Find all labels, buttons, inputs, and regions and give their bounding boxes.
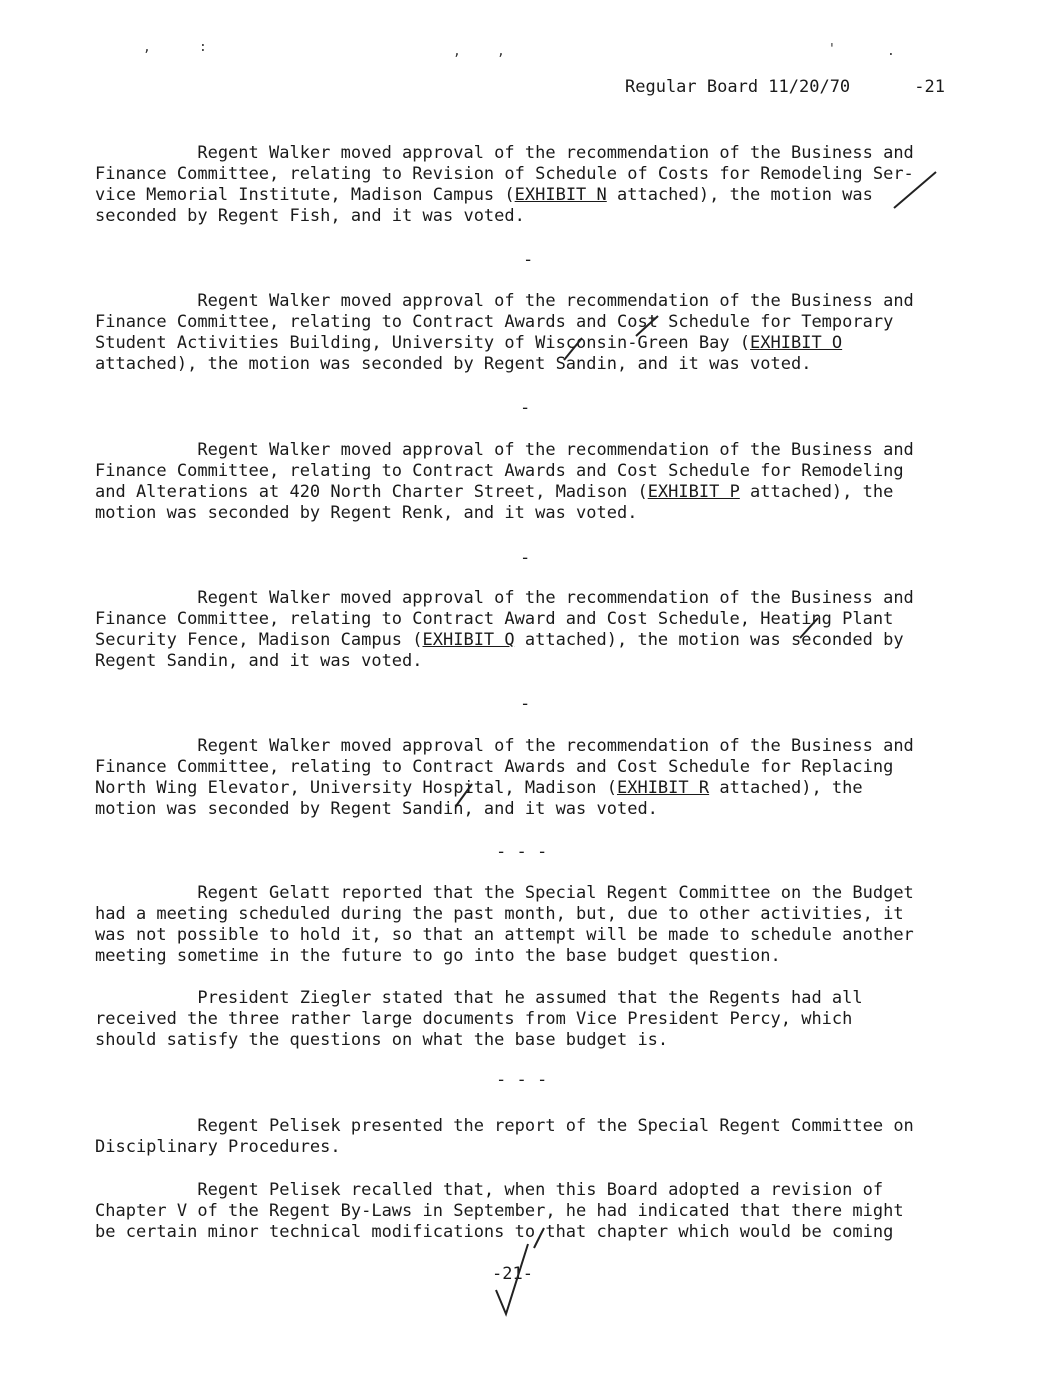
text-line: Regent Walker moved approval of the recommendation of the Business and	[95, 291, 914, 311]
text-segment: vice Memorial Institute, Madison Campus (	[95, 185, 515, 205]
text-segment: and Alterations at 420 North Charter Street, Madison (	[95, 482, 648, 502]
exhibit-reference: EXHIBIT N	[514, 185, 607, 205]
text-line: Regent Pelisek presented the report of the Special Regent Committee on	[95, 1116, 914, 1136]
text-line: Regent Walker moved approval of the recommendation of the Business and	[95, 736, 914, 756]
paragraph	[95, 440, 945, 524]
section-separator: -	[523, 250, 534, 270]
section-separator: -	[520, 694, 531, 714]
text-segment: attached), the motion was	[606, 185, 873, 205]
paragraph	[95, 291, 945, 375]
text-segment: Security Fence, Madison Campus (	[95, 630, 423, 650]
text-segment: attached), the	[739, 482, 894, 502]
text-segment: attached), the motion was seconded by	[514, 630, 904, 650]
speck: ,	[497, 44, 505, 59]
text-segment: attached), the	[709, 778, 863, 798]
text-line: had a meeting scheduled during the past month, but, due to other activities, it	[95, 904, 904, 924]
speck: .	[887, 44, 895, 59]
handwritten-strike-mark	[632, 312, 662, 340]
text-line: Finance Committee, relating to Contract Award and Cost Schedule, Heating Plant	[95, 609, 894, 629]
section-separator: -	[520, 398, 531, 418]
text-line: Disciplinary Procedures.	[95, 1137, 341, 1157]
text-line: seconded by Regent Fish, and it was voted.	[95, 206, 525, 226]
text-line: was not possible to hold it, so that an attempt will be made to schedule another	[95, 925, 914, 945]
text-line: Regent Walker moved approval of the recommendation of the Business and	[95, 588, 914, 608]
exhibit-reference: EXHIBIT Q	[422, 630, 515, 650]
text-line: be certain minor technical modifications to that chapter which would be coming	[95, 1222, 894, 1242]
handwritten-strike-mark	[890, 168, 940, 212]
speck: ,	[143, 40, 151, 55]
paragraph	[95, 143, 945, 227]
text-line: President Ziegler stated that he assumed that the Regents had all	[95, 988, 863, 1008]
text-line	[95, 333, 945, 354]
text-line: Regent Walker moved approval of the recommendation of the Business and	[95, 440, 914, 460]
header-title: Regular Board 11/20/70	[625, 77, 851, 97]
text-line: received the three rather large documents from Vice President Percy, which	[95, 1009, 853, 1029]
text-line: motion was seconded by Regent Renk, and it was voted.	[95, 503, 638, 523]
page-header	[625, 77, 945, 97]
section-separator: - - -	[496, 842, 548, 862]
section-separator: - - -	[496, 1070, 548, 1090]
exhibit-reference: EXHIBIT R	[616, 778, 710, 798]
text-line: motion was seconded by Regent Sandin, and it was voted.	[95, 799, 658, 819]
text-line: should satisfy the questions on what the base budget is.	[95, 1030, 669, 1050]
paragraph	[95, 736, 945, 820]
text-line: Finance Committee, relating to Revision of Schedule of Costs for Remodeling Ser-	[95, 164, 914, 184]
header-page-ref: -21	[914, 77, 945, 97]
text-line: Finance Committee, relating to Contract Awards and Cost Schedule for Temporary	[95, 312, 894, 332]
paragraph	[95, 988, 945, 1051]
text-line: meeting sometime in the future to go into the base budget question.	[95, 946, 781, 966]
text-line: Finance Committee, relating to Contract Awards and Cost Schedule for Remodeling	[95, 461, 904, 481]
text-segment: North Wing Elevator, University Hospital, Madison (	[95, 778, 617, 798]
section-separator: -	[520, 548, 531, 568]
text-line	[95, 185, 945, 206]
text-line	[95, 482, 945, 503]
text-line: attached), the motion was seconded by Regent Sandin, and it was voted.	[95, 354, 812, 374]
handwritten-strike-mark	[796, 614, 822, 642]
page-number: -21-	[492, 1264, 533, 1284]
exhibit-reference: EXHIBIT P	[647, 482, 740, 502]
exhibit-reference: EXHIBIT O	[750, 333, 843, 353]
text-line: Regent Sandin, and it was voted.	[95, 651, 423, 671]
paragraph	[95, 1180, 945, 1243]
handwritten-strike-mark	[452, 780, 476, 810]
text-segment: Student Activities Building, University of Wisconsin-Green Bay (	[95, 333, 751, 353]
text-line	[95, 778, 945, 799]
scan-specks	[0, 36, 1051, 59]
text-line: Regent Walker moved approval of the recommendation of the Business and	[95, 143, 914, 163]
speck: :	[199, 40, 207, 55]
text-line: Finance Committee, relating to Contract Awards and Cost Schedule for Replacing	[95, 757, 894, 777]
paragraph	[95, 1116, 945, 1158]
text-line: Regent Gelatt reported that the Special Regent Committee on the Budget	[95, 883, 914, 903]
text-line: Regent Pelisek recalled that, when this Board adopted a revision of	[95, 1180, 884, 1200]
speck: ,	[453, 44, 461, 59]
handwritten-strike-mark	[560, 334, 586, 364]
text-line: Chapter V of the Regent By-Laws in September, he had indicated that there might	[95, 1201, 904, 1221]
checkmark-icon	[488, 1240, 538, 1320]
paragraph	[95, 883, 945, 967]
speck: '	[828, 42, 836, 57]
